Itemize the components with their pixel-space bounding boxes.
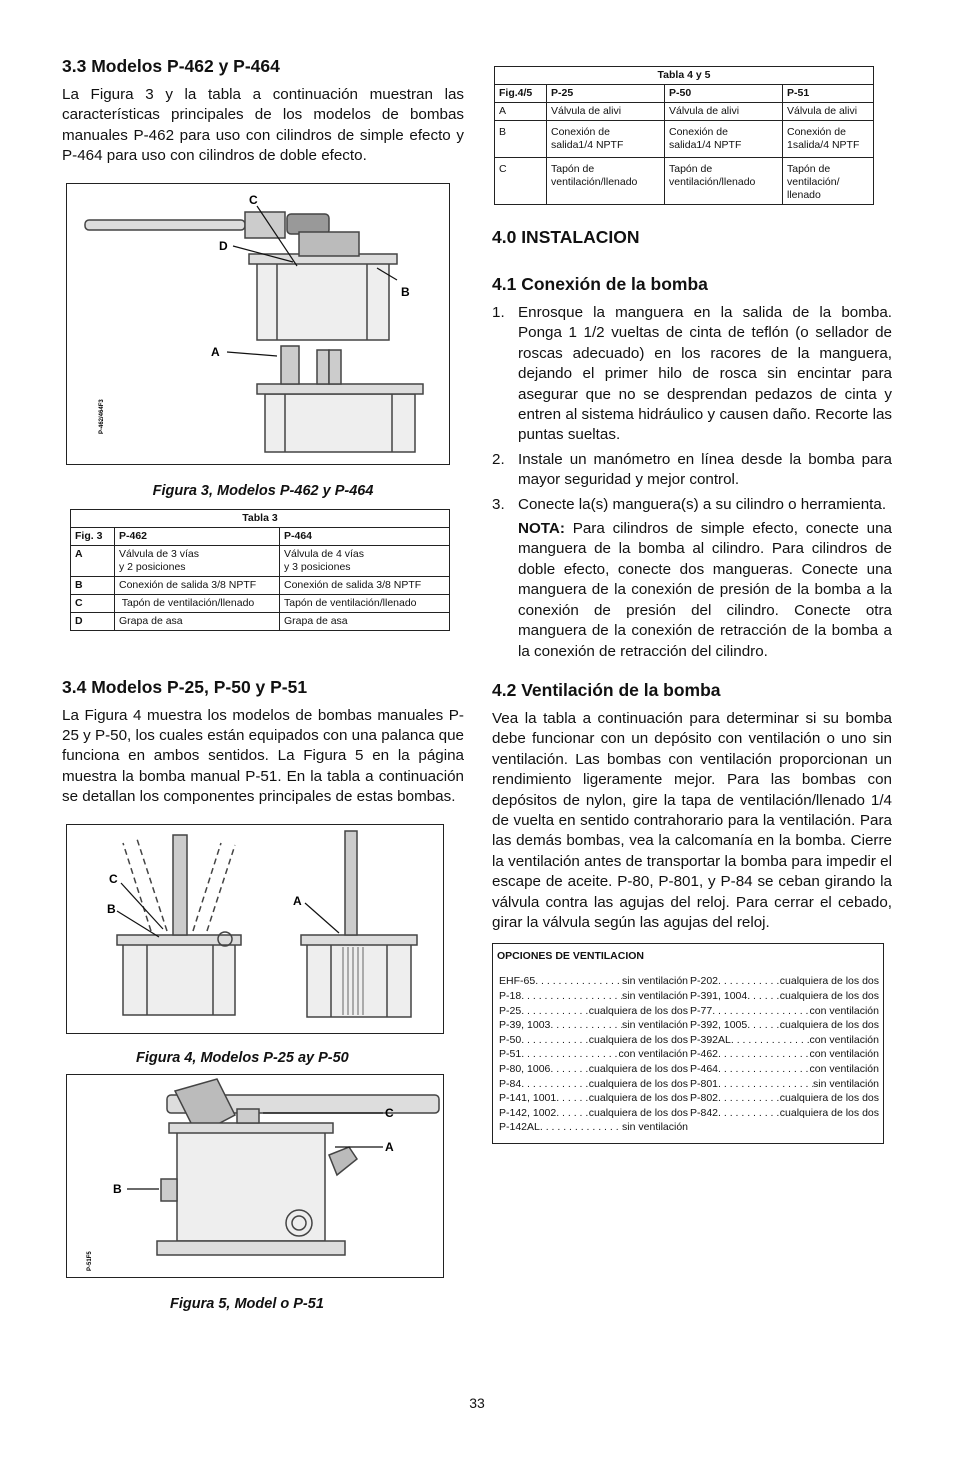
nota-paragraph [518, 519, 892, 662]
tabla-4-5-header: P-50 [665, 85, 783, 103]
ventilation-value: cualquiera de los dos [779, 1092, 879, 1105]
fig5-label-a: A [385, 1139, 394, 1154]
ventilation-value: cualquiera de los dos [588, 1077, 688, 1090]
ventilation-model: P-77 [690, 1004, 713, 1017]
figure-3-image [66, 183, 450, 465]
leader-dots [747, 989, 780, 1004]
ventilation-model: P-51 [499, 1048, 522, 1061]
figure-4-caption: Figura 4, Modelos P-25 ay P-50 [136, 1049, 349, 1066]
tabla-4-5-header: P-25 [547, 85, 665, 103]
tabla-3-cell: C [71, 594, 115, 612]
leader-dots [550, 1018, 622, 1033]
tabla-4-5-cell: Válvula de alivi [665, 103, 783, 121]
tabla-3 [70, 509, 450, 631]
tabla-3-cell: Tapón de ventilación/llenado [115, 594, 280, 612]
ventilation-model: P-391, 1004 [690, 989, 748, 1002]
leader-dots [540, 1120, 622, 1135]
ventilation-model: P-462 [690, 1048, 719, 1061]
list-item [499, 1106, 688, 1121]
list-item [499, 1077, 688, 1092]
ventilation-options-title: OPCIONES DE VENTILACION [497, 950, 645, 963]
tabla-4-5 [494, 66, 874, 205]
ventilation-model: P-842 [690, 1106, 719, 1119]
ventilation-value: con ventilación [809, 1004, 879, 1017]
ventilation-value: cualquiera de los dos [779, 975, 879, 988]
fig4-label-c: C [109, 871, 118, 886]
ventilation-model: P-18 [499, 989, 522, 1002]
ventilation-model: P-50 [499, 1033, 522, 1046]
list-item [499, 1018, 688, 1033]
leader-dots [747, 1018, 780, 1033]
ventilation-model: P-142AL [499, 1121, 540, 1134]
tabla-3-title: Tabla 3 [71, 509, 450, 527]
tabla-3-cell: Grapa de asa [115, 612, 280, 630]
ventilation-value: cualquiera de los dos [588, 1004, 688, 1017]
tabla-4-5-cell: A [495, 103, 547, 121]
ventilation-model: P-464 [690, 1062, 719, 1075]
tabla-4-5-cell: Conexión de 1salida/4 NPTF [783, 121, 874, 158]
fig4-label-a: A [293, 893, 302, 908]
leader-dots [712, 1004, 809, 1019]
ventilation-model: EHF-65 [499, 975, 536, 988]
list-item [499, 1120, 688, 1135]
tabla-3-header: P-462 [115, 527, 280, 545]
ventilation-model: P-25 [499, 1004, 522, 1017]
list-item [499, 1033, 688, 1048]
list-item [690, 1004, 879, 1019]
tabla-3-cell: Grapa de asa [280, 612, 450, 630]
tabla-3-cell: A [71, 545, 115, 576]
ventilation-options-box [492, 943, 884, 1144]
ventilation-model: P-80, 1006 [499, 1062, 551, 1075]
list-item [690, 1047, 879, 1062]
list-item [690, 1106, 879, 1121]
list-item [499, 1091, 688, 1106]
list-item [499, 989, 688, 1004]
ventilation-value: sin ventilación [813, 1077, 879, 1090]
tabla-3-header: Fig. 3 [71, 527, 115, 545]
list-item [492, 450, 892, 491]
list-item [690, 1091, 879, 1106]
fig3-label-c: C [249, 192, 258, 207]
fig3-label-d: D [219, 238, 228, 253]
tabla-4-5-cell: Tapón de ventilación/ llenado [783, 158, 874, 205]
tabla-4-5-cell: Válvula de alivi [783, 103, 874, 121]
list-item [690, 989, 879, 1004]
ventilation-value: sin ventilación [622, 989, 688, 1002]
pump-p51-drawing [67, 1075, 443, 1277]
tabla-4-5-header: Fig.4/5 [495, 85, 547, 103]
ventilation-model: P-142, 1002 [499, 1106, 557, 1119]
ventilation-value: cualquiera de los dos [588, 1062, 688, 1075]
section-4-1-heading: 4.1 Conexión de la bomba [492, 274, 708, 294]
ventilation-model: P-84 [499, 1077, 522, 1090]
fig3-label-b: B [401, 284, 410, 299]
section-4-2-heading: 4.2 Ventilación de la bomba [492, 679, 721, 700]
leader-dots [521, 1033, 589, 1048]
ventilation-value: con ventilación [618, 1048, 688, 1061]
tabla-4-5-cell: Conexión de salida1/4 NPTF [547, 121, 665, 158]
fig4-label-b: B [107, 901, 116, 916]
step-number: 2. [492, 450, 505, 468]
leader-dots [550, 1062, 588, 1077]
ventilation-value: cualquiera de los dos [588, 1033, 688, 1046]
tabla-4-5-header: P-51 [783, 85, 874, 103]
ventilation-value: sin ventilación [622, 1121, 688, 1134]
ventilation-model: P-801 [690, 1077, 719, 1090]
ventilation-left-column [497, 974, 688, 1135]
leader-dots [521, 989, 622, 1004]
tabla-3-header: P-464 [280, 527, 450, 545]
ventilation-value: cualquiera de los dos [588, 1106, 688, 1119]
left-column [62, 56, 464, 1312]
figure-5-image [66, 1074, 444, 1278]
tabla-3-cell: Válvula de 3 vías y 2 posiciones [115, 545, 280, 576]
ventilation-model: P-392AL [690, 1033, 731, 1046]
figure-3-caption: Figura 3, Modelos P-462 y P-464 [152, 482, 374, 499]
section-4-0-heading: 4.0 INSTALACION [492, 227, 640, 247]
ventilation-model: P-392, 1005 [690, 1019, 748, 1032]
figure-4-image [66, 824, 444, 1034]
fig5-side-code: P-51F5 [87, 1250, 93, 1271]
leader-dots [521, 1077, 589, 1092]
ventilation-value: cualquiera de los dos [588, 1092, 688, 1105]
list-item [499, 1004, 688, 1019]
pump-p462-p464-drawing [67, 184, 449, 464]
tabla-3-cell: B [71, 576, 115, 594]
nota-text: Para cilindros de simple efecto, conecte una manguera de la bomba al cilindro. Para cilindros de doble efecto, conecte dos mangueras. Conecte una manguera de la conexión de presión de la bomba a la conexión de presión del cilindro. Conecte otra manguera de la conexión de retracción de la bomba a la conexión de retracción del cilindro. [518, 520, 892, 660]
page-number: 33 [469, 1395, 485, 1411]
fig3-side-code: P-462/464F3 [99, 398, 105, 434]
ventilation-model: P-802 [690, 1092, 719, 1105]
leader-dots [521, 1004, 589, 1019]
figure-5-caption: Figura 5, Model o P-51 [170, 1295, 324, 1312]
tabla-3-cell: Conexión de salida 3/8 NPTF [280, 576, 450, 594]
leader-dots [535, 974, 622, 989]
leader-dots [731, 1033, 810, 1048]
leader-dots [718, 1091, 780, 1106]
ventilation-value: cualquiera de los dos [779, 1106, 879, 1119]
ventilation-value: cualquiera de los dos [779, 1019, 879, 1032]
section-3-4-body: La Figura 4 muestra los modelos de bombas manuales P-25 y P-50, los cuales están equipados con una palanca que funciona en ambos sentidos. La Figura 5 en la página muestra la bomba manual P-51. En la tabla a continuación se detallan los componentes principales de estas bombas. [62, 706, 464, 806]
list-item [499, 974, 688, 989]
tabla-3-cell: Tapón de ventilación/llenado [280, 594, 450, 612]
tabla-4-5-title: Tabla 4 y 5 [495, 67, 874, 85]
tabla-3-cell: D [71, 612, 115, 630]
fig5-label-c: C [385, 1105, 394, 1120]
ventilation-right-column [688, 974, 879, 1135]
ventilation-model: P-39, 1003 [499, 1019, 551, 1032]
list-item [492, 303, 892, 446]
pump-p25-p50-drawing [67, 825, 443, 1033]
tabla-3-cell: Conexión de salida 3/8 NPTF [115, 576, 280, 594]
leader-dots [718, 1062, 810, 1077]
section-4-2-body: Vea la tabla a continuación para determinar si su bomba debe funcionar con un depósito con ventilación o uno sin ventilación. Las bombas con ventilación proporcionan un rendimiento ligeramente mejor. Para las bombas con depósitos de nylon, gire la tapa de ventilación/llenado 1/4 de vuelta en sentido contrahorario para la ventilación. Para las demás bombas, vea la calcomanía en la bomba. Cierre la ventilación antes de transportar la bomba para impedir el escape de aceite. P-80, P-801, y P-84 se ceban girando la válvula contra las agujas del reloj. Para cerrar el cebado, girar la válvula según las agujas del reloj. [492, 709, 892, 931]
ventilation-value: sin ventilación [622, 975, 688, 988]
ventilation-value: con ventilación [809, 1062, 879, 1075]
ventilation-model: P-141, 1001 [499, 1092, 557, 1105]
ventilation-value: con ventilación [809, 1033, 879, 1046]
tabla-4-5-cell: Válvula de alivi [547, 103, 665, 121]
list-item [690, 1018, 879, 1033]
nota-label: NOTA: [518, 520, 565, 538]
tabla-4-5-cell: B [495, 121, 547, 158]
right-column [492, 66, 892, 1144]
tabla-4-5-cell: C [495, 158, 547, 205]
leader-dots [556, 1106, 589, 1121]
ventilation-model: P-202 [690, 975, 719, 988]
ventilation-value: con ventilación [809, 1048, 879, 1061]
step-number: 3. [492, 495, 505, 513]
list-item [492, 495, 892, 515]
leader-dots [556, 1091, 589, 1106]
fig3-label-a: A [211, 344, 220, 359]
list-item [499, 1062, 688, 1077]
leader-dots [521, 1047, 618, 1062]
section-3-3-heading: 3.3 Modelos P-462 y P-464 [62, 56, 280, 76]
fig5-label-b: B [113, 1181, 122, 1196]
step-text: Conecte la(s) manguera(s) a su cilindro o herramienta. [518, 495, 887, 513]
tabla-4-5-cell: Tapón de ventilación/llenado [665, 158, 783, 205]
leader-dots [718, 1077, 813, 1092]
list-item [690, 974, 879, 989]
ventilation-value: cualquiera de los dos [779, 989, 879, 1002]
leader-dots [718, 1047, 810, 1062]
step-number: 1. [492, 304, 505, 321]
list-item [499, 1047, 688, 1062]
leader-dots [718, 1106, 780, 1121]
list-item [690, 1033, 879, 1048]
list-item [690, 1077, 879, 1092]
section-3-3-body: La Figura 3 y la tabla a continuación muestran las características principales de los modelos de bombas manuales P-462 para uso con cilindros de simple efecto y P-464 para uso con cilindros de doble efecto. [62, 86, 464, 165]
leader-dots [718, 974, 780, 989]
step-text: Enrosque la manguera en la salida de la bomba. Ponga 1 1/2 vueltas de cinta de teflón (o sellador de roscas adecuado) en los racores de la manguera, dejando el primer hilo de rosca sin encintar para asegurar que no se desprendan pedazos de cinta y entren al sistema hidráulico y causen daño. Recorte las puntas sueltas. [518, 304, 892, 444]
tabla-4-5-cell: Conexión de salida1/4 NPTF [665, 121, 783, 158]
step-text: Instale un manómetro en línea desde la bomba para mayor seguridad y mejor control. [518, 450, 892, 489]
list-item [690, 1062, 879, 1077]
installation-steps [492, 303, 892, 515]
section-3-4-heading: 3.4 Modelos P-25, P-50 y P-51 [62, 676, 308, 697]
ventilation-value: sin ventilación [622, 1019, 688, 1032]
tabla-4-5-cell: Tapón de ventilación/llenado [547, 158, 665, 205]
tabla-3-cell: Válvula de 4 vías y 3 posiciones [280, 545, 450, 576]
